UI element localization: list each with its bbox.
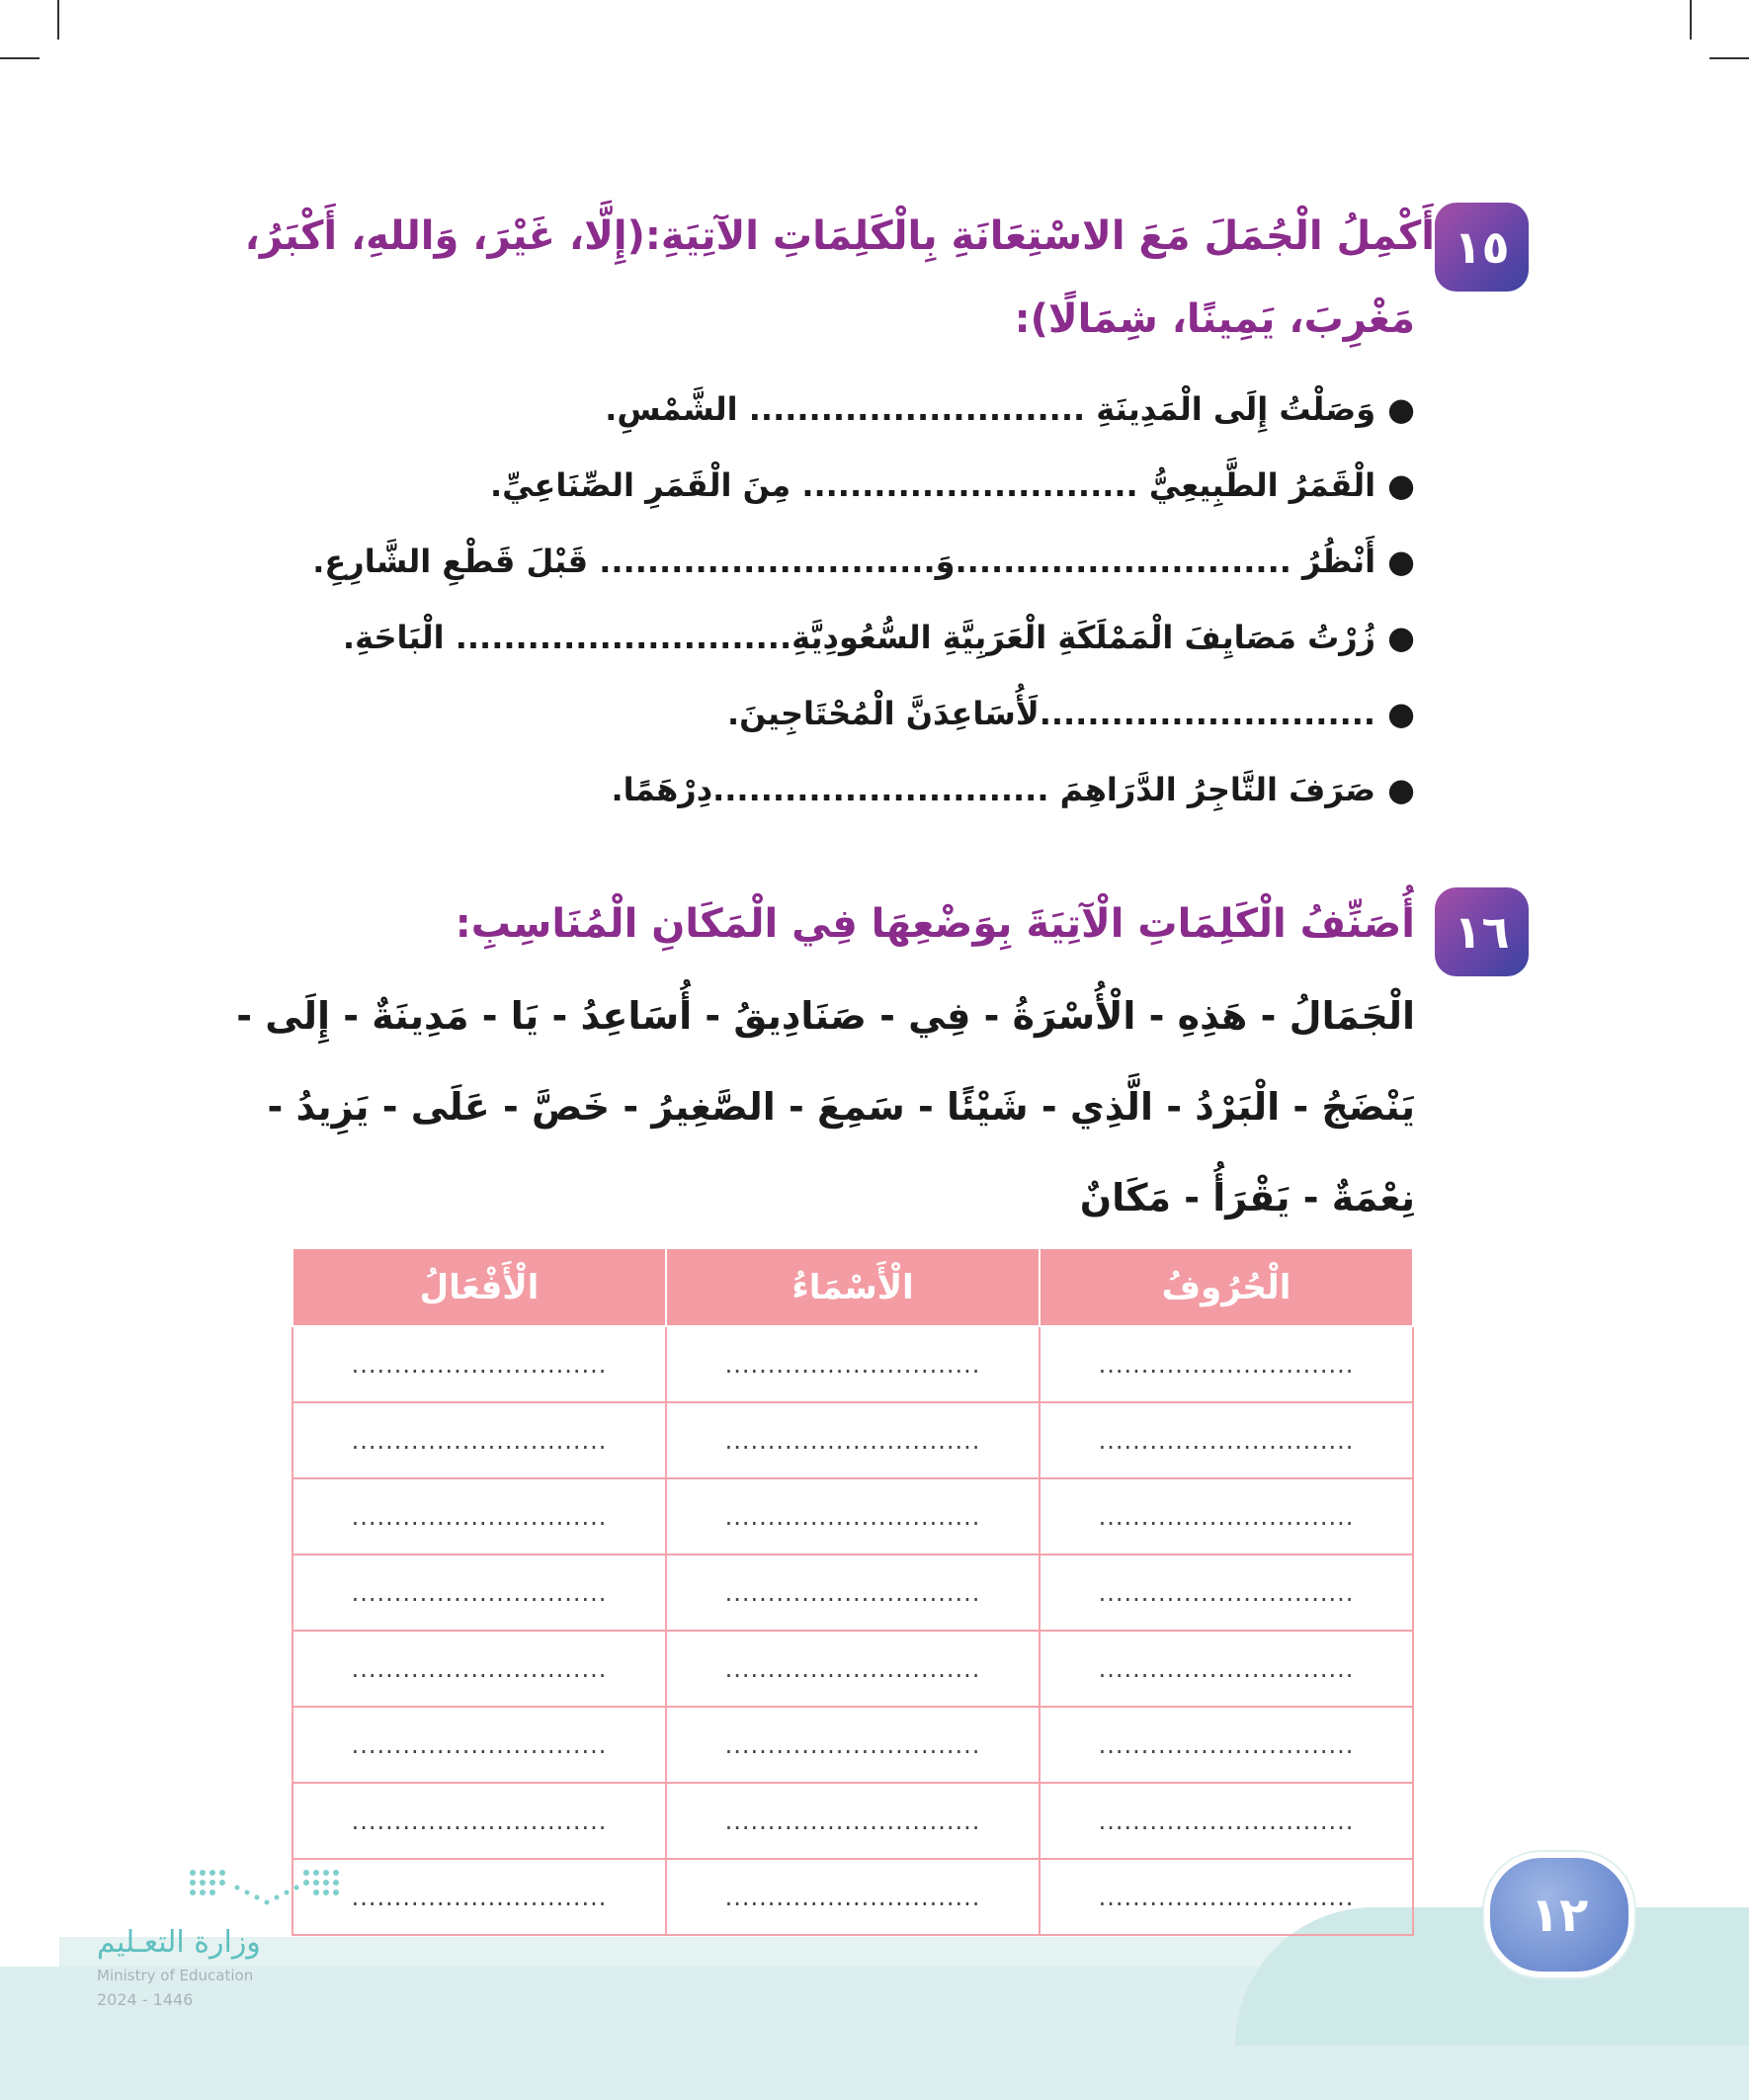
table-row bbox=[292, 1859, 1413, 1935]
blank-cell[interactable]: .............................. bbox=[292, 1478, 666, 1554]
crop-mark bbox=[0, 57, 40, 59]
sentence-text: وَصَلْتُ إِلَى الْمَدِينَةِ ............................ الشَّمْسِ. bbox=[605, 390, 1376, 428]
blank-cell[interactable]: .............................. bbox=[292, 1554, 666, 1631]
column-header-nouns: الْأَسْمَاءُ bbox=[666, 1248, 1040, 1326]
blank-cell[interactable]: .............................. bbox=[1040, 1859, 1413, 1935]
table-row bbox=[292, 1554, 1413, 1631]
blank-cell[interactable]: .............................. bbox=[292, 1631, 666, 1707]
list-item bbox=[312, 543, 1415, 580]
blank-cell[interactable]: .............................. bbox=[666, 1631, 1040, 1707]
sentence-text: زُرْتُ مَصَايِفَ الْمَمْلَكَةِ الْعَرَبِيَّةِ السُّعُودِيَّةِ............................ الْبَاحَةِ. bbox=[342, 619, 1376, 656]
table-row bbox=[292, 1402, 1413, 1478]
list-item bbox=[490, 466, 1415, 504]
word-list-line: يَنْضَجُ - الْبَرْدُ - الَّذِي - شَيْئًا - سَمِعَ - الصَّغِيرُ - خَصَّ - عَلَى - يَزِيدُ - bbox=[267, 1085, 1415, 1129]
list-item bbox=[611, 771, 1415, 808]
table-row bbox=[292, 1631, 1413, 1707]
blank-cell[interactable]: .............................. bbox=[292, 1326, 666, 1402]
ministry-name-en: Ministry of Education bbox=[97, 1967, 254, 1984]
crop-mark bbox=[1709, 57, 1749, 59]
question-15-title-line1: أَكْمِلُ الْجُمَلَ مَعَ الاسْتِعَانَةِ بِالْكَلِمَاتِ الآتِيَةِ:(إِلَّا، غَيْرَ، وَاللهِ، أَكْبَرُ، bbox=[244, 213, 1435, 259]
blank-cell[interactable]: .............................. bbox=[666, 1859, 1040, 1935]
bullet-icon: ● bbox=[1387, 390, 1415, 428]
question-16-number: ١٦ bbox=[1435, 887, 1529, 976]
sentence-text: صَرَفَ التَّاجِرُ الدَّرَاهِمَ ............................دِرْهَمًا. bbox=[611, 771, 1376, 808]
table-row bbox=[292, 1326, 1413, 1402]
blank-cell[interactable]: .............................. bbox=[666, 1554, 1040, 1631]
sentence-text: أَنْظُرُ ............................وَ............................ قَبْلَ قَطْعِ الشَّارِعِ. bbox=[312, 543, 1376, 580]
blank-cell[interactable]: .............................. bbox=[1040, 1707, 1413, 1783]
ministry-name-ar: وزارة التعـليم bbox=[97, 1925, 261, 1960]
word-list-line: الْجَمَالُ - هَذِهِ - الْأُسْرَةُ - فِي - صَنَادِيقُ - أُسَاعِدُ - يَا - مَدِينَةٌ - إِلَى - bbox=[236, 994, 1415, 1038]
list-item bbox=[605, 390, 1415, 428]
blank-cell[interactable]: .............................. bbox=[1040, 1326, 1413, 1402]
page-number: ١٢ bbox=[1484, 1852, 1634, 1977]
table-row bbox=[292, 1478, 1413, 1554]
list-item bbox=[343, 619, 1415, 656]
crop-mark bbox=[1690, 0, 1692, 40]
blank-cell[interactable]: .............................. bbox=[1040, 1631, 1413, 1707]
column-header-verbs: الْأَفْعَالُ bbox=[292, 1248, 666, 1326]
blank-cell[interactable]: .............................. bbox=[292, 1783, 666, 1859]
blank-cell[interactable]: .............................. bbox=[1040, 1402, 1413, 1478]
blank-cell[interactable]: .............................. bbox=[1040, 1554, 1413, 1631]
classification-table bbox=[292, 1247, 1414, 1936]
bullet-icon: ● bbox=[1387, 466, 1415, 504]
bullet-icon: ● bbox=[1387, 771, 1415, 808]
blank-cell[interactable]: .............................. bbox=[1040, 1783, 1413, 1859]
crop-mark bbox=[57, 0, 59, 40]
table-row bbox=[292, 1783, 1413, 1859]
bullet-icon: ● bbox=[1387, 695, 1415, 732]
ministry-logo-icon bbox=[183, 1863, 351, 1922]
bullet-icon: ● bbox=[1387, 543, 1415, 580]
blank-cell[interactable]: .............................. bbox=[292, 1402, 666, 1478]
blank-cell[interactable]: .............................. bbox=[666, 1783, 1040, 1859]
sentence-text: ............................لَأُسَاعِدَنَّ الْمُحْتَاجِينَ. bbox=[726, 695, 1376, 732]
table-row bbox=[292, 1707, 1413, 1783]
blank-cell[interactable]: .............................. bbox=[666, 1402, 1040, 1478]
list-item bbox=[727, 695, 1415, 732]
blank-cell[interactable]: .............................. bbox=[666, 1326, 1040, 1402]
question-15-number: ١٥ bbox=[1435, 203, 1529, 292]
word-list-line: نِعْمَةٌ - يَقْرَأُ - مَكَانٌ bbox=[1079, 1176, 1415, 1219]
column-header-letters: الْحُرُوفُ bbox=[1040, 1248, 1413, 1326]
blank-cell[interactable]: .............................. bbox=[666, 1707, 1040, 1783]
blank-cell[interactable]: .............................. bbox=[1040, 1478, 1413, 1554]
blank-cell[interactable]: .............................. bbox=[292, 1707, 666, 1783]
question-16-title: أُصَنِّفُ الْكَلِمَاتِ الْآتِيَةَ بِوَضْعِهَا فِي الْمَكَانِ الْمُنَاسِبِ: bbox=[455, 901, 1415, 947]
blank-cell[interactable]: .............................. bbox=[666, 1478, 1040, 1554]
edition-year: 2024 - 1446 bbox=[97, 1990, 194, 2009]
question-15-title-line2: مَغْرِبَ، يَمِينًا، شِمَالًا): bbox=[1014, 296, 1415, 342]
sentence-text: الْقَمَرُ الطَّبِيعِيُّ ............................ مِنَ الْقَمَرِ الصِّنَاعِيِّ. bbox=[489, 466, 1376, 504]
bullet-icon: ● bbox=[1387, 619, 1415, 656]
blank-cell[interactable]: .............................. bbox=[292, 1859, 666, 1935]
